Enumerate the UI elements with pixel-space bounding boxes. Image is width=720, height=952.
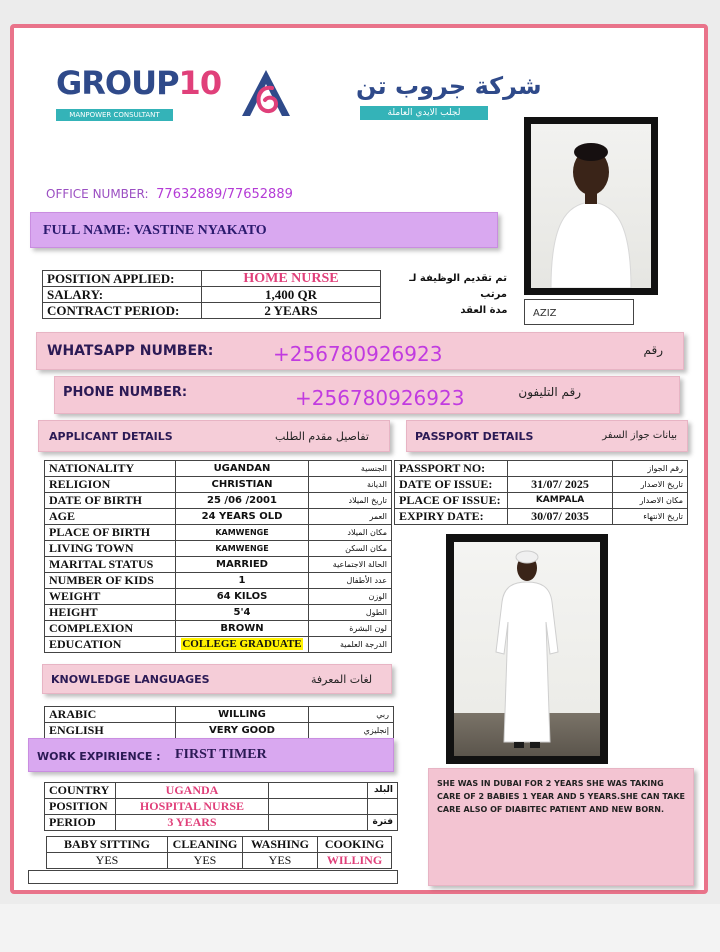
passport-label: EXPIRY DATE: [395, 509, 508, 525]
table-row [395, 493, 688, 509]
table-row [47, 837, 392, 853]
detail-value: KAMWENGE [176, 525, 309, 541]
skill-value: WILLING [318, 853, 392, 869]
photo-caption: AZIZ [524, 299, 634, 325]
languages-arabic: لغات المعرفة [311, 673, 373, 686]
detail-value: 24 YEARS OLD [176, 509, 309, 525]
detail-label: RELIGION [45, 477, 176, 493]
detail-value: 25 /06 /2001 [176, 493, 309, 509]
table-row [43, 271, 512, 287]
table-row [45, 493, 392, 509]
passport-label: PASSPORT NO: [395, 461, 508, 477]
skill-header: WASHING [243, 837, 318, 853]
salary-arabic: مرتب [480, 289, 507, 300]
whatsapp-banner [36, 332, 684, 370]
table-row [45, 605, 392, 621]
position-arabic: تم تقديم الوظيفة لـ [409, 273, 507, 284]
position-table [42, 270, 512, 319]
table-row [43, 287, 512, 303]
experience-label: PERIOD [45, 815, 116, 831]
logo-text: GROUP [56, 64, 179, 102]
office-label: OFFICE NUMBER: [46, 187, 149, 201]
detail-arabic: الحالة الاجتماعية [309, 557, 392, 573]
position-label: POSITION APPLIED: [43, 271, 202, 287]
skill-value: YES [168, 853, 243, 869]
detail-value: 64 KILOS [176, 589, 309, 605]
detail-label: MARITAL STATUS [45, 557, 176, 573]
detail-value: 1 [176, 573, 309, 589]
detail-label: DATE OF BIRTH [45, 493, 176, 509]
language-label: ENGLISH [45, 723, 176, 739]
languages-banner [42, 664, 392, 694]
table-row [45, 461, 392, 477]
experience-arabic: فترة [368, 815, 398, 831]
skill-header: COOKING [318, 837, 392, 853]
work-experience-label: WORK EXPIRIENCE : [37, 750, 161, 763]
phone-banner [54, 376, 680, 414]
table-row [45, 815, 398, 831]
contract-value: 2 YEARS [202, 303, 381, 319]
arabic-company-name: شركة جروب تن [356, 72, 542, 100]
experience-note: SHE WAS IN DUBAI FOR 2 YEARS SHE WAS TAKING CARE OF 2 BABIES 1 YEAR AND 5 YEARS.SHE CAN TAKE CARE ALSO OF DIABITEC PATIENT AND NEW BORN. [428, 768, 694, 886]
passport-details-banner [406, 420, 688, 452]
experience-blank [269, 783, 368, 799]
table-row [45, 799, 398, 815]
logo-number: 10 [178, 64, 222, 102]
passport-label: DATE OF ISSUE: [395, 477, 508, 493]
detail-label: NUMBER OF KIDS [45, 573, 176, 589]
detail-label: LIVING TOWN [45, 541, 176, 557]
passport-value [508, 461, 613, 477]
full-body-photo [446, 534, 608, 764]
detail-value: 5'4 [176, 605, 309, 621]
experience-value: HOSPITAL NURSE [116, 799, 269, 815]
languages-label: KNOWLEDGE LANGUAGES [51, 673, 210, 686]
experience-label: COUNTRY [45, 783, 116, 799]
passport-table [394, 460, 688, 525]
detail-value: BROWN [176, 621, 309, 637]
experience-value: UGANDA [116, 783, 269, 799]
table-row [45, 477, 392, 493]
table-row [45, 509, 392, 525]
table-row [45, 783, 398, 799]
whatsapp-value[interactable]: +256780926923 [273, 342, 443, 366]
table-row [395, 461, 688, 477]
office-number [46, 187, 293, 202]
detail-arabic: تاريخ الميلاد [309, 493, 392, 509]
detail-label: WEIGHT [45, 589, 176, 605]
detail-arabic: العمر [309, 509, 392, 525]
table-row [45, 621, 392, 637]
work-experience-banner [28, 738, 394, 772]
passport-value: KAMPALA [508, 493, 613, 509]
detail-value: UGANDAN [176, 461, 309, 477]
salary-label: SALARY: [43, 287, 202, 303]
passport-arabic: تاريخ الاصدار [613, 477, 688, 493]
contract-arabic: مدة العقد [460, 305, 508, 316]
language-arabic: إنجليزي [309, 723, 394, 739]
experience-table [44, 782, 398, 831]
detail-label: COMPLEXION [45, 621, 176, 637]
language-label: ARABIC [45, 707, 176, 723]
whatsapp-arabic: رقم [643, 343, 663, 357]
group10-logo [56, 66, 221, 100]
phone-arabic: رقم التليفون [518, 385, 581, 399]
table-row [45, 589, 392, 605]
education-value: COLLEGE GRADUATE [182, 638, 302, 650]
applicant-table [44, 460, 392, 653]
languages-table [44, 706, 394, 739]
passport-arabic: تاريخ الانتهاء [613, 509, 688, 525]
contract-label: CONTRACT PERIOD: [43, 303, 202, 319]
passport-value: 30/07/ 2035 [508, 509, 613, 525]
detail-arabic: الديانة [309, 477, 392, 493]
applicant-details-banner [38, 420, 390, 452]
detail-label: HEIGHT [45, 605, 176, 621]
table-row [47, 853, 392, 869]
company-emblem-icon [238, 66, 294, 122]
experience-blank [269, 815, 368, 831]
detail-value: KAMWENGE [176, 541, 309, 557]
experience-blank [269, 799, 368, 815]
experience-arabic [368, 799, 398, 815]
table-row [45, 637, 392, 653]
profile-photo [524, 117, 658, 295]
detail-arabic: مكان السكن [309, 541, 392, 557]
table-row [45, 541, 392, 557]
language-value: VERY GOOD [176, 723, 309, 739]
office-value: 77632889/77652889 [156, 187, 293, 202]
detail-arabic: الطول [309, 605, 392, 621]
detail-label: PLACE OF BIRTH [45, 525, 176, 541]
detail-arabic: مكان الميلاد [309, 525, 392, 541]
table-row [395, 509, 688, 525]
skills-table [46, 836, 392, 869]
detail-label: EDUCATION [45, 637, 176, 653]
phone-value[interactable]: +256780926923 [295, 386, 465, 410]
skill-header: CLEANING [168, 837, 243, 853]
table-row [43, 303, 512, 319]
work-experience-value: FIRST TIMER [175, 747, 267, 762]
language-value: WILLING [176, 707, 309, 723]
full-name-banner [30, 212, 498, 248]
table-row [45, 707, 394, 723]
arabic-company-subtitle: لجلب الايدي العاملة [360, 106, 488, 120]
bottom-strip [0, 904, 720, 952]
table-row [45, 573, 392, 589]
position-value: HOME NURSE [202, 271, 381, 287]
full-name-label: FULL NAME: [43, 223, 131, 238]
skill-value: YES [47, 853, 168, 869]
table-row [45, 557, 392, 573]
detail-arabic: عدد الأطفال [309, 573, 392, 589]
person-standing-icon [454, 542, 600, 756]
applicant-details-label: APPLICANT DETAILS [49, 430, 173, 443]
whatsapp-label: WHATSAPP NUMBER: [47, 343, 214, 359]
blank-row [28, 870, 398, 884]
table-row [395, 477, 688, 493]
detail-arabic: الدرجة العلمية [309, 637, 392, 653]
experience-value: 3 YEARS [116, 815, 269, 831]
detail-arabic: الوزن [309, 589, 392, 605]
detail-value: CHRISTIAN [176, 477, 309, 493]
passport-label: PLACE OF ISSUE: [395, 493, 508, 509]
full-name-value: VASTINE NYAKATO [133, 223, 267, 238]
detail-label: NATIONALITY [45, 461, 176, 477]
passport-details-label: PASSPORT DETAILS [415, 430, 534, 443]
phone-label: PHONE NUMBER: [63, 385, 188, 400]
passport-details-arabic: بيانات جواز السفر [602, 430, 677, 441]
person-portrait-icon [531, 124, 651, 288]
table-row [45, 525, 392, 541]
skill-value: YES [243, 853, 318, 869]
passport-arabic: رقم الجواز [613, 461, 688, 477]
detail-label: AGE [45, 509, 176, 525]
experience-label: POSITION [45, 799, 116, 815]
passport-arabic: مكان الاصدار [613, 493, 688, 509]
detail-value: MARRIED [176, 557, 309, 573]
skill-header: BABY SITTING [47, 837, 168, 853]
salary-value: 1,400 QR [202, 287, 381, 303]
applicant-details-arabic: تفاصيل مقدم الطلب [275, 430, 369, 443]
table-row [45, 723, 394, 739]
passport-value: 31/07/ 2025 [508, 477, 613, 493]
detail-arabic: لون البشرة [309, 621, 392, 637]
language-arabic: ربي [309, 707, 394, 723]
experience-arabic: البلد [368, 783, 398, 799]
detail-arabic: الجنسية [309, 461, 392, 477]
logo-subtitle: MANPOWER CONSULTANT [56, 109, 173, 121]
